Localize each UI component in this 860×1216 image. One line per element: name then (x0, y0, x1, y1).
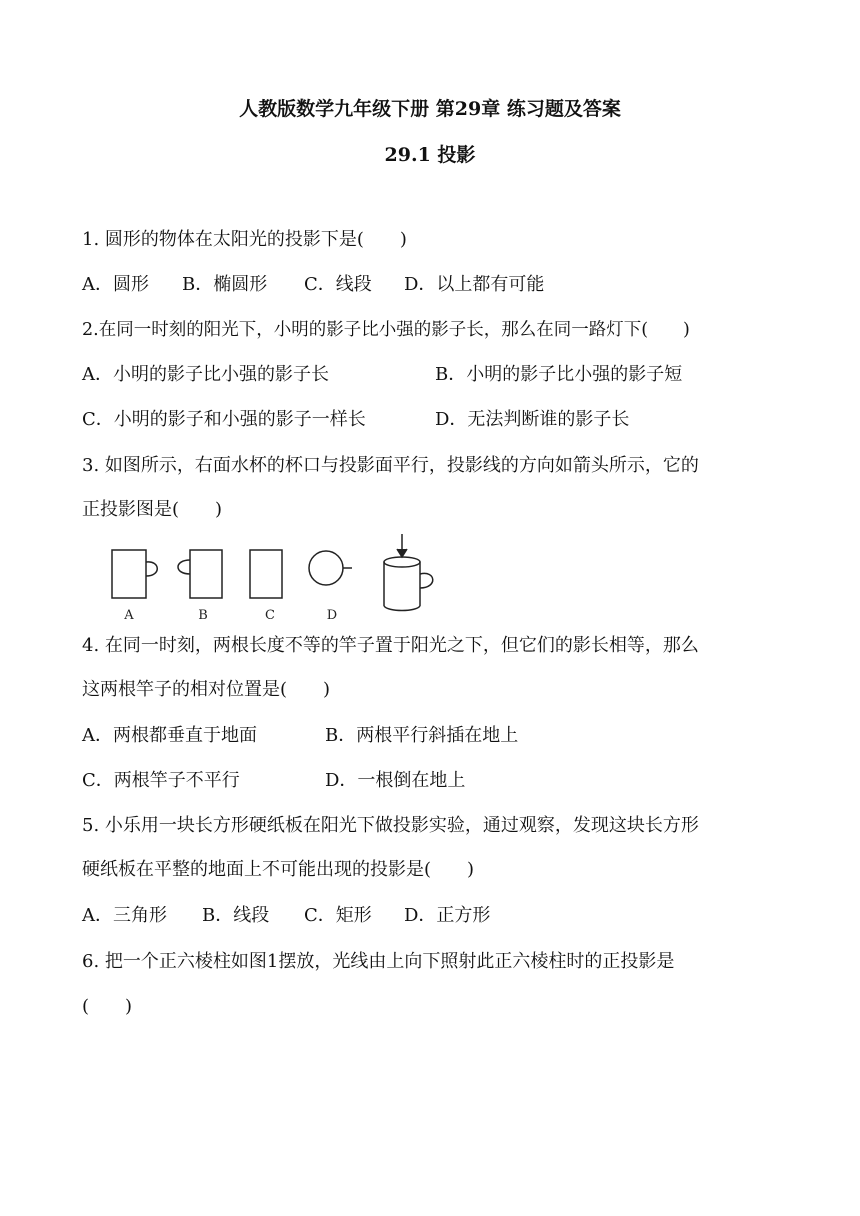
q1-option-d: D．以上都有可能 (404, 274, 545, 295)
section-title: 29.1 投影 (384, 144, 476, 166)
question-3-stem-line-2: 正投影图是( ) (82, 499, 223, 520)
cup-with-arrow (384, 534, 433, 611)
q1-option-c: C．线段 (304, 274, 372, 295)
figure-label-d: D (326, 608, 338, 623)
q4-option-b: B．两根平行斜插在地上 (325, 725, 519, 746)
q5-option-d: D．正方形 (404, 905, 491, 926)
q2-option-a: A．小明的影子比小强的影子长 (82, 364, 329, 385)
question-3-figure (100, 530, 450, 626)
q5-option-b: B．线段 (202, 905, 270, 926)
q4-option-d: D．一根倒在地上 (325, 770, 466, 791)
question-6-stem-line-2: ( ) (82, 996, 133, 1017)
question-4-stem-line-2: 这两根竿子的相对位置是( ) (82, 679, 331, 700)
figure-label-c: C (265, 608, 275, 623)
q2-option-c: C．小明的影子和小强的影子一样长 (82, 409, 366, 430)
q1-option-b: B．椭圆形 (182, 274, 268, 295)
question-1-stem: 1. 圆形的物体在太阳光的投影下是( ) (82, 229, 407, 250)
q2-option-b: B．小明的影子比小强的影子短 (435, 364, 683, 385)
option-b-shape (178, 550, 222, 598)
question-5-stem-line-1: 5. 小乐用一块长方形硬纸板在阳光下做投影实验，通过观察，发现这块长方形 (82, 815, 699, 836)
option-c-shape (250, 550, 282, 598)
document-title: 人教版数学九年级下册 第29章 练习题及答案 (239, 98, 621, 120)
question-6-stem-line-1: 6. 把一个正六棱柱如图1摆放，光线由上向下照射此正六棱柱时的正投影是 (82, 951, 675, 972)
option-d-shape (309, 551, 352, 585)
q1-option-a: A．圆形 (82, 274, 149, 295)
figure-label-a: A (124, 608, 134, 623)
q4-option-a: A．两根都垂直于地面 (82, 725, 257, 746)
question-4-stem-line-1: 4. 在同一时刻，两根长度不等的竿子置于阳光之下，但它们的影长相等，那么 (82, 635, 699, 656)
q5-option-a: A．三角形 (82, 905, 167, 926)
option-a-shape (112, 550, 157, 598)
question-2-stem: 2.在同一时刻的阳光下，小明的影子比小强的影子长，那么在同一路灯下( ) (82, 320, 690, 340)
q4-option-c: C．两根竿子不平行 (82, 770, 240, 791)
question-3-stem-line-1: 3. 如图所示，右面水杯的杯口与投影面平行，投影线的方向如箭头所示，它的 (82, 455, 699, 476)
figure-label-b: B (198, 608, 208, 623)
q5-option-c: C．矩形 (304, 905, 372, 926)
q2-option-d: D．无法判断谁的影子长 (435, 409, 630, 430)
question-5-stem-line-2: 硬纸板在平整的地面上不可能出现的投影是( ) (82, 859, 475, 880)
